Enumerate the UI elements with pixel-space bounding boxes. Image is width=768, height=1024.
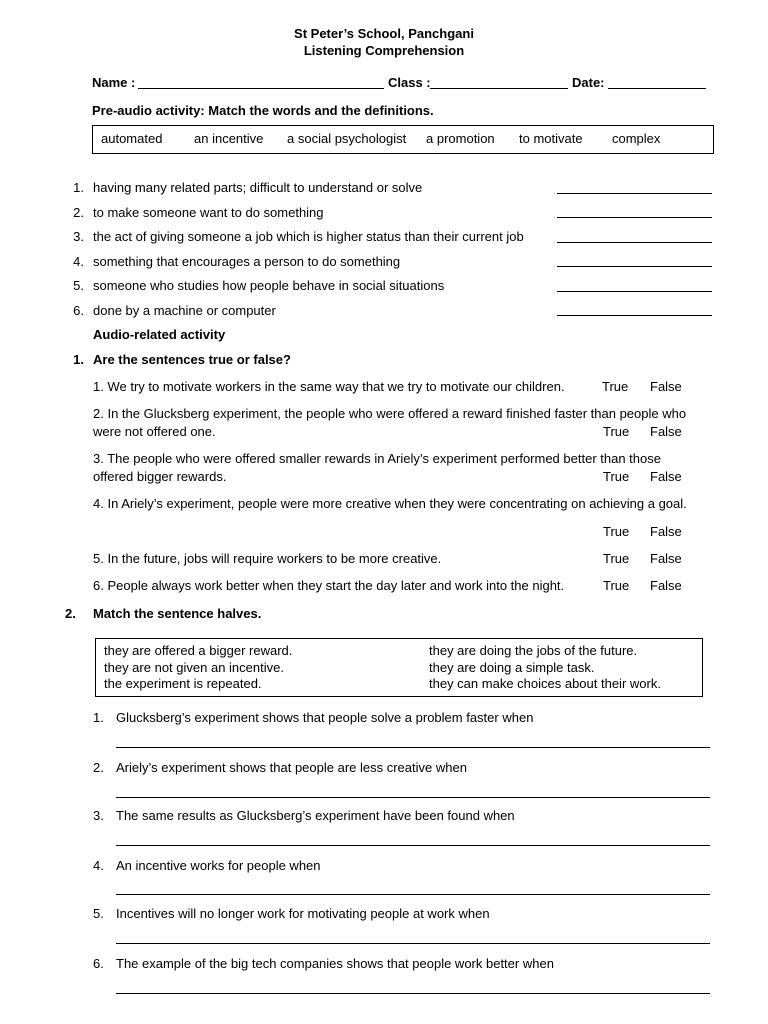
false-option[interactable]: False [650,551,682,566]
true-option[interactable]: True [602,379,629,394]
definition-text: something that encourages a person to do something [93,254,401,269]
sentence-halves-box [95,638,703,697]
tf-statement-cont: offered bigger rewards. [93,469,227,484]
pre-audio-title: Pre-audio activity: Match the words and the definitions. [92,103,434,118]
definition-answer-line[interactable] [557,291,712,292]
sentence-number: 3. [93,808,104,823]
worksheet-title: Listening Comprehension [303,43,465,58]
sentence-number: 4. [93,858,104,873]
true-option[interactable]: True [603,551,630,566]
definition-number: 6. [73,303,84,318]
sentence-text: The example of the big tech companies shows that people work better when [116,956,554,971]
true-option[interactable]: True [603,524,630,539]
tf-statement: 5. In the future, jobs will require workers to be more creative. [93,551,442,566]
sentence-answer-line[interactable] [116,747,710,748]
class-field[interactable] [430,88,568,89]
definition-text: done by a machine or computer [93,303,276,318]
sentence-text: Glucksberg’s experiment shows that people solve a problem faster when [116,710,534,725]
half-option: they are not given an incentive. [104,660,284,675]
definition-text: having many related parts; difficult to understand or solve [93,180,423,195]
sentence-number: 6. [93,956,104,971]
date-label: Date: [572,75,605,90]
name-field[interactable] [138,88,384,89]
half-option: they can make choices about their work. [429,676,661,691]
definition-number: 1. [73,180,84,195]
sentence-number: 2. [93,760,104,775]
definition-answer-line[interactable] [557,315,712,316]
sentence-answer-line[interactable] [116,993,710,994]
word-bank-item: complex [612,131,661,146]
tf-statement: 4. In Ariely’s experiment, people were more creative when they were concentrating on achieving a goal. [93,496,687,511]
word-bank-item: to motivate [519,131,583,146]
class-label: Class : [388,75,431,90]
definition-answer-line[interactable] [557,193,712,194]
name-label: Name : [92,75,136,90]
sentence-answer-line[interactable] [116,845,710,846]
match-halves-heading: Match the sentence halves. [93,606,262,621]
true-option[interactable]: True [603,469,630,484]
definition-text: someone who studies how people behave in social situations [93,278,445,293]
half-option: the experiment is repeated. [104,676,262,691]
question-number: 2. [65,606,76,621]
definition-answer-line[interactable] [557,266,712,267]
word-bank-item: a social psychologist [287,131,407,146]
false-option[interactable]: False [650,424,682,439]
definition-number: 5. [73,278,84,293]
half-option: they are doing the jobs of the future. [429,643,638,658]
word-bank-item: a promotion [426,131,495,146]
definition-number: 3. [73,229,84,244]
false-option[interactable]: False [650,469,682,484]
definition-number: 2. [73,205,84,220]
true-false-heading: Are the sentences true or false? [93,352,291,367]
sentence-answer-line[interactable] [116,797,710,798]
sentence-answer-line[interactable] [116,943,710,944]
false-option[interactable]: False [650,379,682,394]
tf-statement: 1. We try to motivate workers in the same way that we try to motivate our children. [93,379,565,394]
definition-answer-line[interactable] [557,242,712,243]
word-bank [92,125,714,154]
sentence-number: 1. [93,710,104,725]
question-number: 1. [73,352,84,367]
sentence-text: Ariely’s experiment shows that people are less creative when [116,760,467,775]
sentence-number: 5. [93,906,104,921]
false-option[interactable]: False [650,524,682,539]
false-option[interactable]: False [650,578,682,593]
definition-text: the act of giving someone a job which is higher status than their current job [93,229,524,244]
sentence-answer-line[interactable] [116,894,710,895]
half-option: they are offered a bigger reward. [104,643,293,658]
word-bank-item: automated [101,131,163,146]
tf-statement: 6. People always work better when they start the day later and work into the night. [93,578,565,593]
true-option[interactable]: True [603,424,630,439]
date-field[interactable] [608,88,706,89]
tf-statement: 3. The people who were offered smaller rewards in Ariely’s experiment performed better than those [93,451,661,466]
true-option[interactable]: True [603,578,630,593]
definition-answer-line[interactable] [557,217,712,218]
tf-statement-cont: were not offered one. [93,424,216,439]
half-option: they are doing a simple task. [429,660,595,675]
school-name: St Peter’s School, Panchgani [294,26,474,41]
audio-activity-title: Audio-related activity [93,327,226,342]
sentence-text: Incentives will no longer work for motivating people at work when [116,906,490,921]
sentence-text: The same results as Glucksberg’s experiment have been found when [116,808,515,823]
sentence-text: An incentive works for people when [116,858,321,873]
definition-number: 4. [73,254,84,269]
word-bank-item: an incentive [194,131,264,146]
tf-statement: 2. In the Glucksberg experiment, the people who were offered a reward finished faster than people who [93,406,687,421]
definition-text: to make someone want to do something [93,205,324,220]
